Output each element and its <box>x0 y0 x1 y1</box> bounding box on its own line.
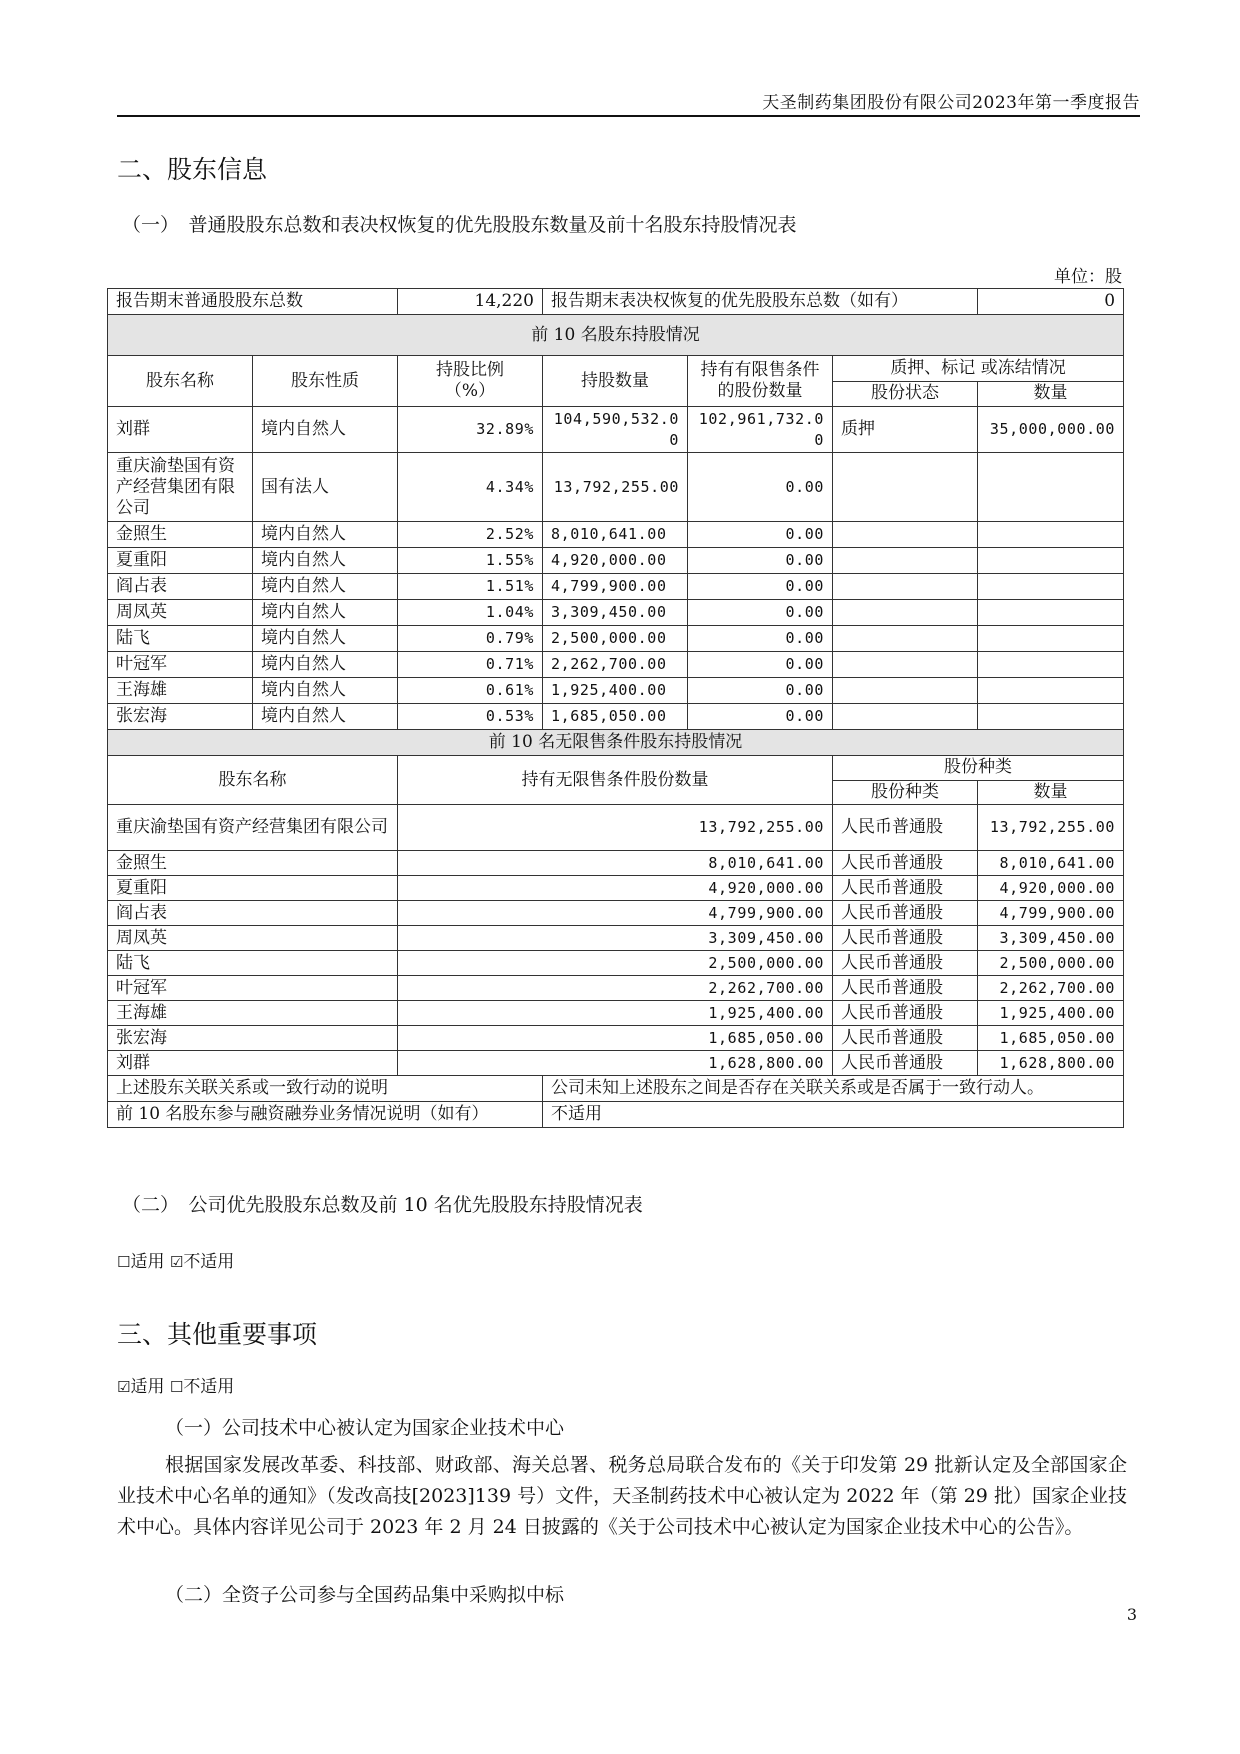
header-pledge: 质押、标记 或冻结情况 <box>833 356 1124 382</box>
header-ratio: 持股比例（%） <box>398 356 543 407</box>
header-divider <box>117 115 1140 117</box>
checkbox-checked-icon: ☑ <box>117 1378 131 1396</box>
pledge-qty: 35,000,000.00 <box>978 407 1124 453</box>
checkbox-empty-icon: ☐ <box>117 1253 131 1271</box>
subsection-title-1: （一） 普通股股东总数和表决权恢复的优先股股东数量及前十名股东持股情况表 <box>122 214 797 236</box>
not-applicable-label: 不适用 <box>183 1252 235 1272</box>
shareholder-shares: 4,920,000.00 <box>543 548 688 574</box>
shareholder-restricted: 102,961,732.00 <box>688 407 833 453</box>
table-row <box>108 453 1124 522</box>
unit-label: 单位：股 <box>1054 267 1122 287</box>
pledge-qty <box>978 600 1124 626</box>
pledge-qty <box>978 522 1124 548</box>
pledge-status <box>833 704 978 730</box>
subsection-title-2: （二） 公司优先股股东总数及前 10 名优先股股东持股情况表 <box>122 1194 643 1216</box>
header-name: 股东名称 <box>108 356 253 407</box>
pledge-status <box>833 522 978 548</box>
header-pledge-status: 股份状态 <box>833 381 978 407</box>
share-kind: 人民币普通股 <box>833 851 978 876</box>
shareholder-restricted: 0.00 <box>688 626 833 652</box>
shareholder-shares: 1,925,400.00 <box>543 678 688 704</box>
table-row <box>108 976 1124 1001</box>
shareholder-shares: 2,500,000.00 <box>543 626 688 652</box>
share-count: 8,010,641.00 <box>978 851 1124 876</box>
shareholder-nature: 境内自然人 <box>253 407 398 453</box>
unrestricted-holder-qty: 8,010,641.00 <box>398 851 833 876</box>
item1-title: （一）公司技术中心被认定为国家企业技术中心 <box>165 1417 565 1439</box>
shareholder-restricted: 0.00 <box>688 652 833 678</box>
shareholder-ratio: 32.89% <box>398 407 543 453</box>
shareholder-ratio: 4.34% <box>398 453 543 522</box>
table-row <box>108 407 1124 453</box>
section-title-other-matters: 三、其他重要事项 <box>117 1320 318 1349</box>
table-row <box>108 704 1124 730</box>
uheader-count: 数量 <box>978 780 1124 805</box>
share-count: 2,500,000.00 <box>978 951 1124 976</box>
share-kind: 人民币普通股 <box>833 805 978 851</box>
shareholder-nature: 境内自然人 <box>253 678 398 704</box>
table-row <box>108 574 1124 600</box>
shareholder-nature: 境内自然人 <box>253 704 398 730</box>
shareholder-nature: 境内自然人 <box>253 548 398 574</box>
pledge-status <box>833 678 978 704</box>
share-count: 2,262,700.00 <box>978 976 1124 1001</box>
shareholder-restricted: 0.00 <box>688 574 833 600</box>
uheader-kind: 股份种类 <box>833 780 978 805</box>
sub2-applicability <box>117 1247 234 1272</box>
table-row <box>108 678 1124 704</box>
shareholder-shares: 1,685,050.00 <box>543 704 688 730</box>
unrestricted-holder-name: 阎占表 <box>108 901 398 926</box>
item1-body: 根据国家发展改革委、科技部、财政部、海关总署、税务总局联合发布的《关于印发第 29 批新认定及全部国家企业技术中心名单的通知》（发改高技[2023]139 号）文件，天圣制药技术中心被认定为 2022 年（第 29 批）国家企业技术中心。具体内容详见公司于 2023 年 2 月 24 日披露的《关于公司技术中心被认定为国家企业技术中心的公告》。 <box>117 1454 1127 1538</box>
top10-section-title: 前 10 名股东持股情况 <box>108 315 1124 356</box>
share-count: 1,685,050.00 <box>978 1026 1124 1051</box>
shareholder-nature: 境内自然人 <box>253 574 398 600</box>
share-kind: 人民币普通股 <box>833 976 978 1001</box>
shareholder-ratio: 1.51% <box>398 574 543 600</box>
checkbox-empty-icon: ☐ <box>169 1378 184 1396</box>
unrestricted-holder-qty: 2,262,700.00 <box>398 976 833 1001</box>
pledge-qty <box>978 704 1124 730</box>
shareholder-nature: 境内自然人 <box>253 626 398 652</box>
share-count: 13,792,255.00 <box>978 805 1124 851</box>
checkbox-checked-icon: ☑ <box>169 1253 184 1271</box>
shareholder-name: 夏重阳 <box>108 548 253 574</box>
unrestricted-holder-name: 陆飞 <box>108 951 398 976</box>
uheader-kind-group: 股份种类 <box>833 756 1124 781</box>
shareholder-ratio: 0.53% <box>398 704 543 730</box>
share-count: 4,920,000.00 <box>978 876 1124 901</box>
header-restricted: 持有有限售条件的股份数量 <box>688 356 833 407</box>
shareholder-ratio: 0.79% <box>398 626 543 652</box>
shareholder-shares: 13,792,255.00 <box>543 453 688 522</box>
shareholder-restricted: 0.00 <box>688 453 833 522</box>
section3-applicability <box>117 1372 234 1397</box>
share-kind: 人民币普通股 <box>833 876 978 901</box>
shareholder-table <box>107 288 1124 1128</box>
shareholder-name: 陆飞 <box>108 626 253 652</box>
shareholder-ratio: 1.55% <box>398 548 543 574</box>
unrestricted-holder-name: 王海雄 <box>108 1001 398 1026</box>
table-row <box>108 1001 1124 1026</box>
share-count: 1,628,800.00 <box>978 1051 1124 1076</box>
pledge-qty <box>978 574 1124 600</box>
shareholder-name: 重庆渝垫国有资产经营集团有限公司 <box>108 453 253 522</box>
shareholder-restricted: 0.00 <box>688 678 833 704</box>
page-number: 3 <box>1126 1605 1137 1624</box>
report-header-title: 天圣制药集团股份有限公司2023年第一季度报告 <box>762 93 1140 113</box>
share-kind: 人民币普通股 <box>833 1051 978 1076</box>
summary-label-common: 报告期末普通股股东总数 <box>108 289 398 315</box>
shareholder-shares: 8,010,641.00 <box>543 522 688 548</box>
unrestricted-holder-qty: 2,500,000.00 <box>398 951 833 976</box>
shareholder-nature: 境内自然人 <box>253 600 398 626</box>
applicable-label: 适用 <box>130 1252 165 1272</box>
shareholder-ratio: 0.61% <box>398 678 543 704</box>
pledge-qty <box>978 652 1124 678</box>
shareholder-name: 王海雄 <box>108 678 253 704</box>
unrestricted-holder-name: 金照生 <box>108 851 398 876</box>
pledge-status <box>833 574 978 600</box>
shareholder-ratio: 1.04% <box>398 600 543 626</box>
table-row <box>108 805 1124 851</box>
table-row <box>108 652 1124 678</box>
shareholder-name: 叶冠军 <box>108 652 253 678</box>
shareholder-name: 金照生 <box>108 522 253 548</box>
shareholder-shares: 2,262,700.00 <box>543 652 688 678</box>
unrestricted-section-title: 前 10 名无限售条件股东持股情况 <box>108 730 1124 756</box>
share-count: 4,799,900.00 <box>978 901 1124 926</box>
table-row <box>108 600 1124 626</box>
table-row <box>108 876 1124 901</box>
item2-title: （二）全资子公司参与全国药品集中采购拟中标 <box>165 1584 565 1606</box>
unrestricted-holder-name: 周凤英 <box>108 926 398 951</box>
pledge-status <box>833 548 978 574</box>
relation-value: 公司未知上述股东之间是否存在关联关系或是否属于一致行动人。 <box>543 1076 1124 1102</box>
relation-label: 上述股东关联关系或一致行动的说明 <box>108 1076 543 1102</box>
pledge-qty <box>978 626 1124 652</box>
unrestricted-holder-name: 张宏海 <box>108 1026 398 1051</box>
shareholder-nature: 境内自然人 <box>253 652 398 678</box>
shareholder-restricted: 0.00 <box>688 704 833 730</box>
share-kind: 人民币普通股 <box>833 951 978 976</box>
table-row <box>108 901 1124 926</box>
unrestricted-holder-name: 重庆渝垫国有资产经营集团有限公司 <box>108 805 398 851</box>
shareholder-name: 周凤英 <box>108 600 253 626</box>
share-count: 1,925,400.00 <box>978 1001 1124 1026</box>
shareholder-nature: 国有法人 <box>253 453 398 522</box>
pledge-qty <box>978 453 1124 522</box>
unrestricted-holder-qty: 1,685,050.00 <box>398 1026 833 1051</box>
table-row <box>108 1026 1124 1051</box>
unrestricted-holder-name: 叶冠军 <box>108 976 398 1001</box>
unrestricted-holder-qty: 1,925,400.00 <box>398 1001 833 1026</box>
shareholder-name: 张宏海 <box>108 704 253 730</box>
pledge-qty <box>978 548 1124 574</box>
pledge-status <box>833 600 978 626</box>
table-row <box>108 626 1124 652</box>
share-kind: 人民币普通股 <box>833 1026 978 1051</box>
unrestricted-holder-qty: 3,309,450.00 <box>398 926 833 951</box>
shareholder-restricted: 0.00 <box>688 522 833 548</box>
pledge-status: 质押 <box>833 407 978 453</box>
table-row <box>108 1051 1124 1076</box>
shareholder-nature: 境内自然人 <box>253 522 398 548</box>
unrestricted-holder-qty: 13,792,255.00 <box>398 805 833 851</box>
table-row <box>108 926 1124 951</box>
unrestricted-holder-name: 刘群 <box>108 1051 398 1076</box>
pledge-qty <box>978 678 1124 704</box>
uheader-name: 股东名称 <box>108 756 398 805</box>
table-row <box>108 851 1124 876</box>
table-row <box>108 522 1124 548</box>
shareholder-ratio: 2.52% <box>398 522 543 548</box>
shareholder-restricted: 0.00 <box>688 600 833 626</box>
shareholder-shares: 4,799,900.00 <box>543 574 688 600</box>
header-pledge-qty: 数量 <box>978 381 1124 407</box>
shareholder-shares: 104,590,532.00 <box>543 407 688 453</box>
shareholder-name: 阎占表 <box>108 574 253 600</box>
shareholder-restricted: 0.00 <box>688 548 833 574</box>
summary-label-preferred: 报告期末表决权恢复的优先股股东总数（如有） <box>543 289 978 315</box>
header-shares: 持股数量 <box>543 356 688 407</box>
shareholder-ratio: 0.71% <box>398 652 543 678</box>
unrestricted-holder-qty: 1,628,800.00 <box>398 1051 833 1076</box>
pledge-status <box>833 453 978 522</box>
margin-label: 前 10 名股东参与融资融券业务情况说明（如有） <box>108 1102 543 1128</box>
not-applicable-label: 不适用 <box>183 1377 235 1397</box>
table-row <box>108 548 1124 574</box>
unrestricted-holder-qty: 4,920,000.00 <box>398 876 833 901</box>
summary-value-preferred: 0 <box>978 289 1124 315</box>
applicable-label: 适用 <box>130 1377 165 1397</box>
share-kind: 人民币普通股 <box>833 1001 978 1026</box>
summary-value-common: 14,220 <box>398 289 543 315</box>
shareholder-name: 刘群 <box>108 407 253 453</box>
section-title-shareholders: 二、股东信息 <box>117 155 268 184</box>
pledge-status <box>833 652 978 678</box>
share-kind: 人民币普通股 <box>833 926 978 951</box>
header-nature: 股东性质 <box>253 356 398 407</box>
table-row <box>108 951 1124 976</box>
share-count: 3,309,450.00 <box>978 926 1124 951</box>
pledge-status <box>833 626 978 652</box>
share-kind: 人民币普通股 <box>833 901 978 926</box>
uheader-qty: 持有无限售条件股份数量 <box>398 756 833 805</box>
unrestricted-holder-qty: 4,799,900.00 <box>398 901 833 926</box>
shareholder-shares: 3,309,450.00 <box>543 600 688 626</box>
margin-value: 不适用 <box>543 1102 1124 1128</box>
unrestricted-holder-name: 夏重阳 <box>108 876 398 901</box>
